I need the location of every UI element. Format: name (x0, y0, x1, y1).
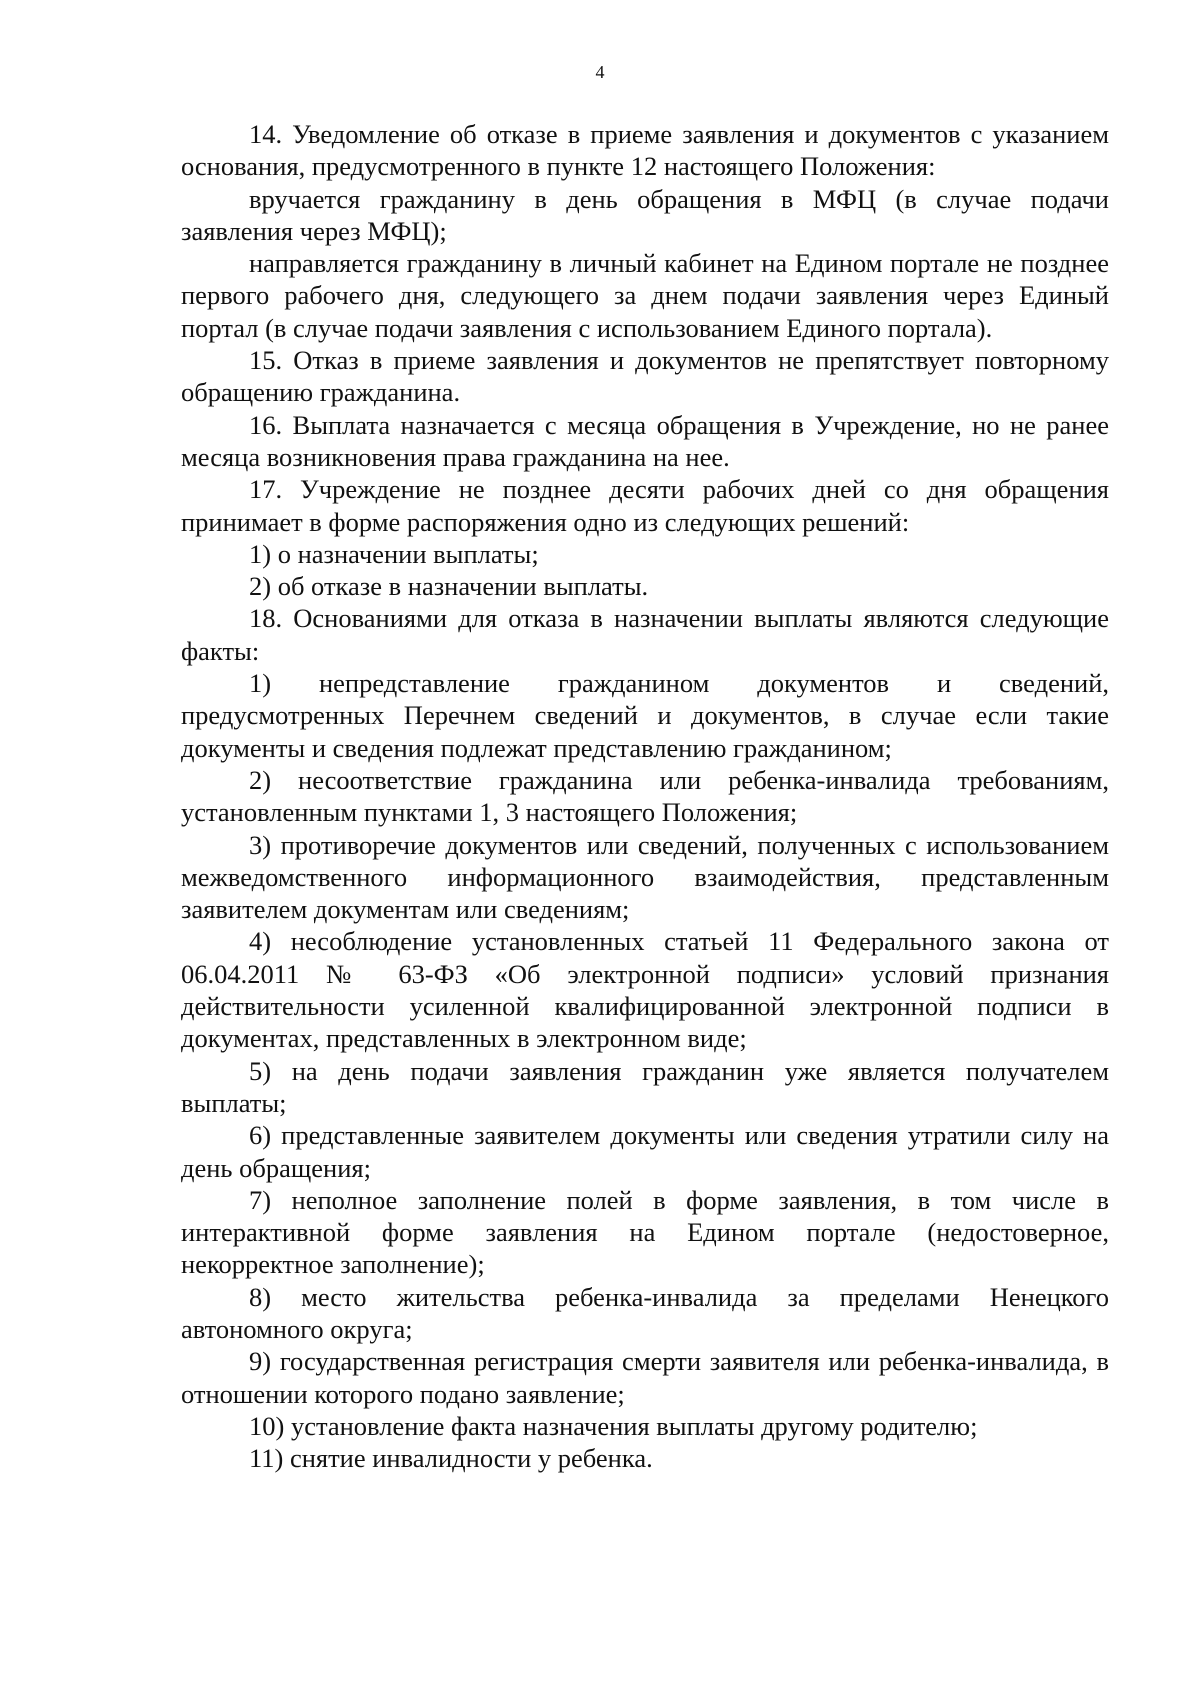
paragraph-17: 17. Учреждение не позднее десяти рабочих дней со дня обращения принимает в форме распоряжения одно из следующих решений: (181, 474, 1109, 537)
paragraph-18-item-2: 2) несоответствие гражданина или ребенка-инвалида требованиям, установленным пунктами 1, 3 настоящего Положения; (181, 764, 1109, 828)
paragraph-16: 16. Выплата назначается с месяца обращения в Учреждение, но не ранее месяца возникновения права гражданина на нее. (181, 409, 1109, 472)
paragraph-18: 18. Основаниями для отказа в назначении выплаты являются следующие факты: (181, 603, 1109, 666)
paragraph-18-item-6: 6) представленные заявителем документы или сведения утратили силу на день обращения; (181, 1120, 1109, 1183)
paragraph-17-item-2: 2) об отказе в назначении выплаты. (249, 571, 649, 602)
paragraph-18-item-8: 8) место жительства ребенка-инвалида за пределами Ненецкого автономного округа; (181, 1281, 1109, 1344)
paragraph-18-item-11: 11) снятие инвалидности у ребенка. (249, 1443, 653, 1474)
page-number: 4 (595, 62, 605, 82)
paragraph-14-delivery-portal: направляется гражданину в личный кабинет на Едином портале не позднее первого рабочего дня, следующего за днем подачи заявления через Единый портал (в случае подачи заявления с использованием Единого портала). (181, 248, 1109, 343)
paragraph-14: 14. Уведомление об отказе в приеме заявления и документов с указанием основания, предусмотренного в пункте 12 настоящего Положения: (181, 119, 1109, 182)
paragraph-18-item-3: 3) противоречие документов или сведений, полученных с использованием межведомственного информационного взаимодействия, представленным заявителем документам или сведениям; (181, 829, 1109, 925)
paragraph-18-item-9: 9) государственная регистрация смерти заявителя или ребенка-инвалида, в отношении которого подано заявление; (181, 1346, 1109, 1409)
paragraph-18-item-7: 7) неполное заполнение полей в форме заявления, в том числе в интерактивной форме заявления на Едином портале (недостоверное, некорректное заполнение); (181, 1184, 1109, 1280)
paragraph-14-delivery-mfc: вручается гражданину в день обращения в МФЦ (в случае подачи заявления через МФЦ); (181, 183, 1109, 246)
paragraph-18-item-1: 1) непредставление гражданином документов и сведений, предусмотренных Перечнем сведений и документов, в случае если такие документы и сведения подлежат представлению гражданином; (181, 668, 1109, 763)
paragraph-18-item-10: 10) установление факта назначения выплаты другому родителю; (249, 1410, 978, 1441)
paragraph-18-item-5: 5) на день подачи заявления гражданин уже является получателем выплаты; (181, 1055, 1109, 1118)
document-body (181, 118, 1109, 1474)
paragraph-18-item-4: 4) несоблюдение установленных статьей 11 Федерального закона от 06.04.2011 № 63-ФЗ «Об электронной подписи» условий признания действительности усиленной квалифицированной электронной подписи в документах, представленных в электронном виде; (181, 926, 1109, 1054)
paragraph-17-item-1: 1) о назначении выплаты; (249, 538, 539, 569)
paragraph-15: 15. Отказ в приеме заявления и документов не препятствует повторному обращению гражданина. (181, 345, 1109, 408)
